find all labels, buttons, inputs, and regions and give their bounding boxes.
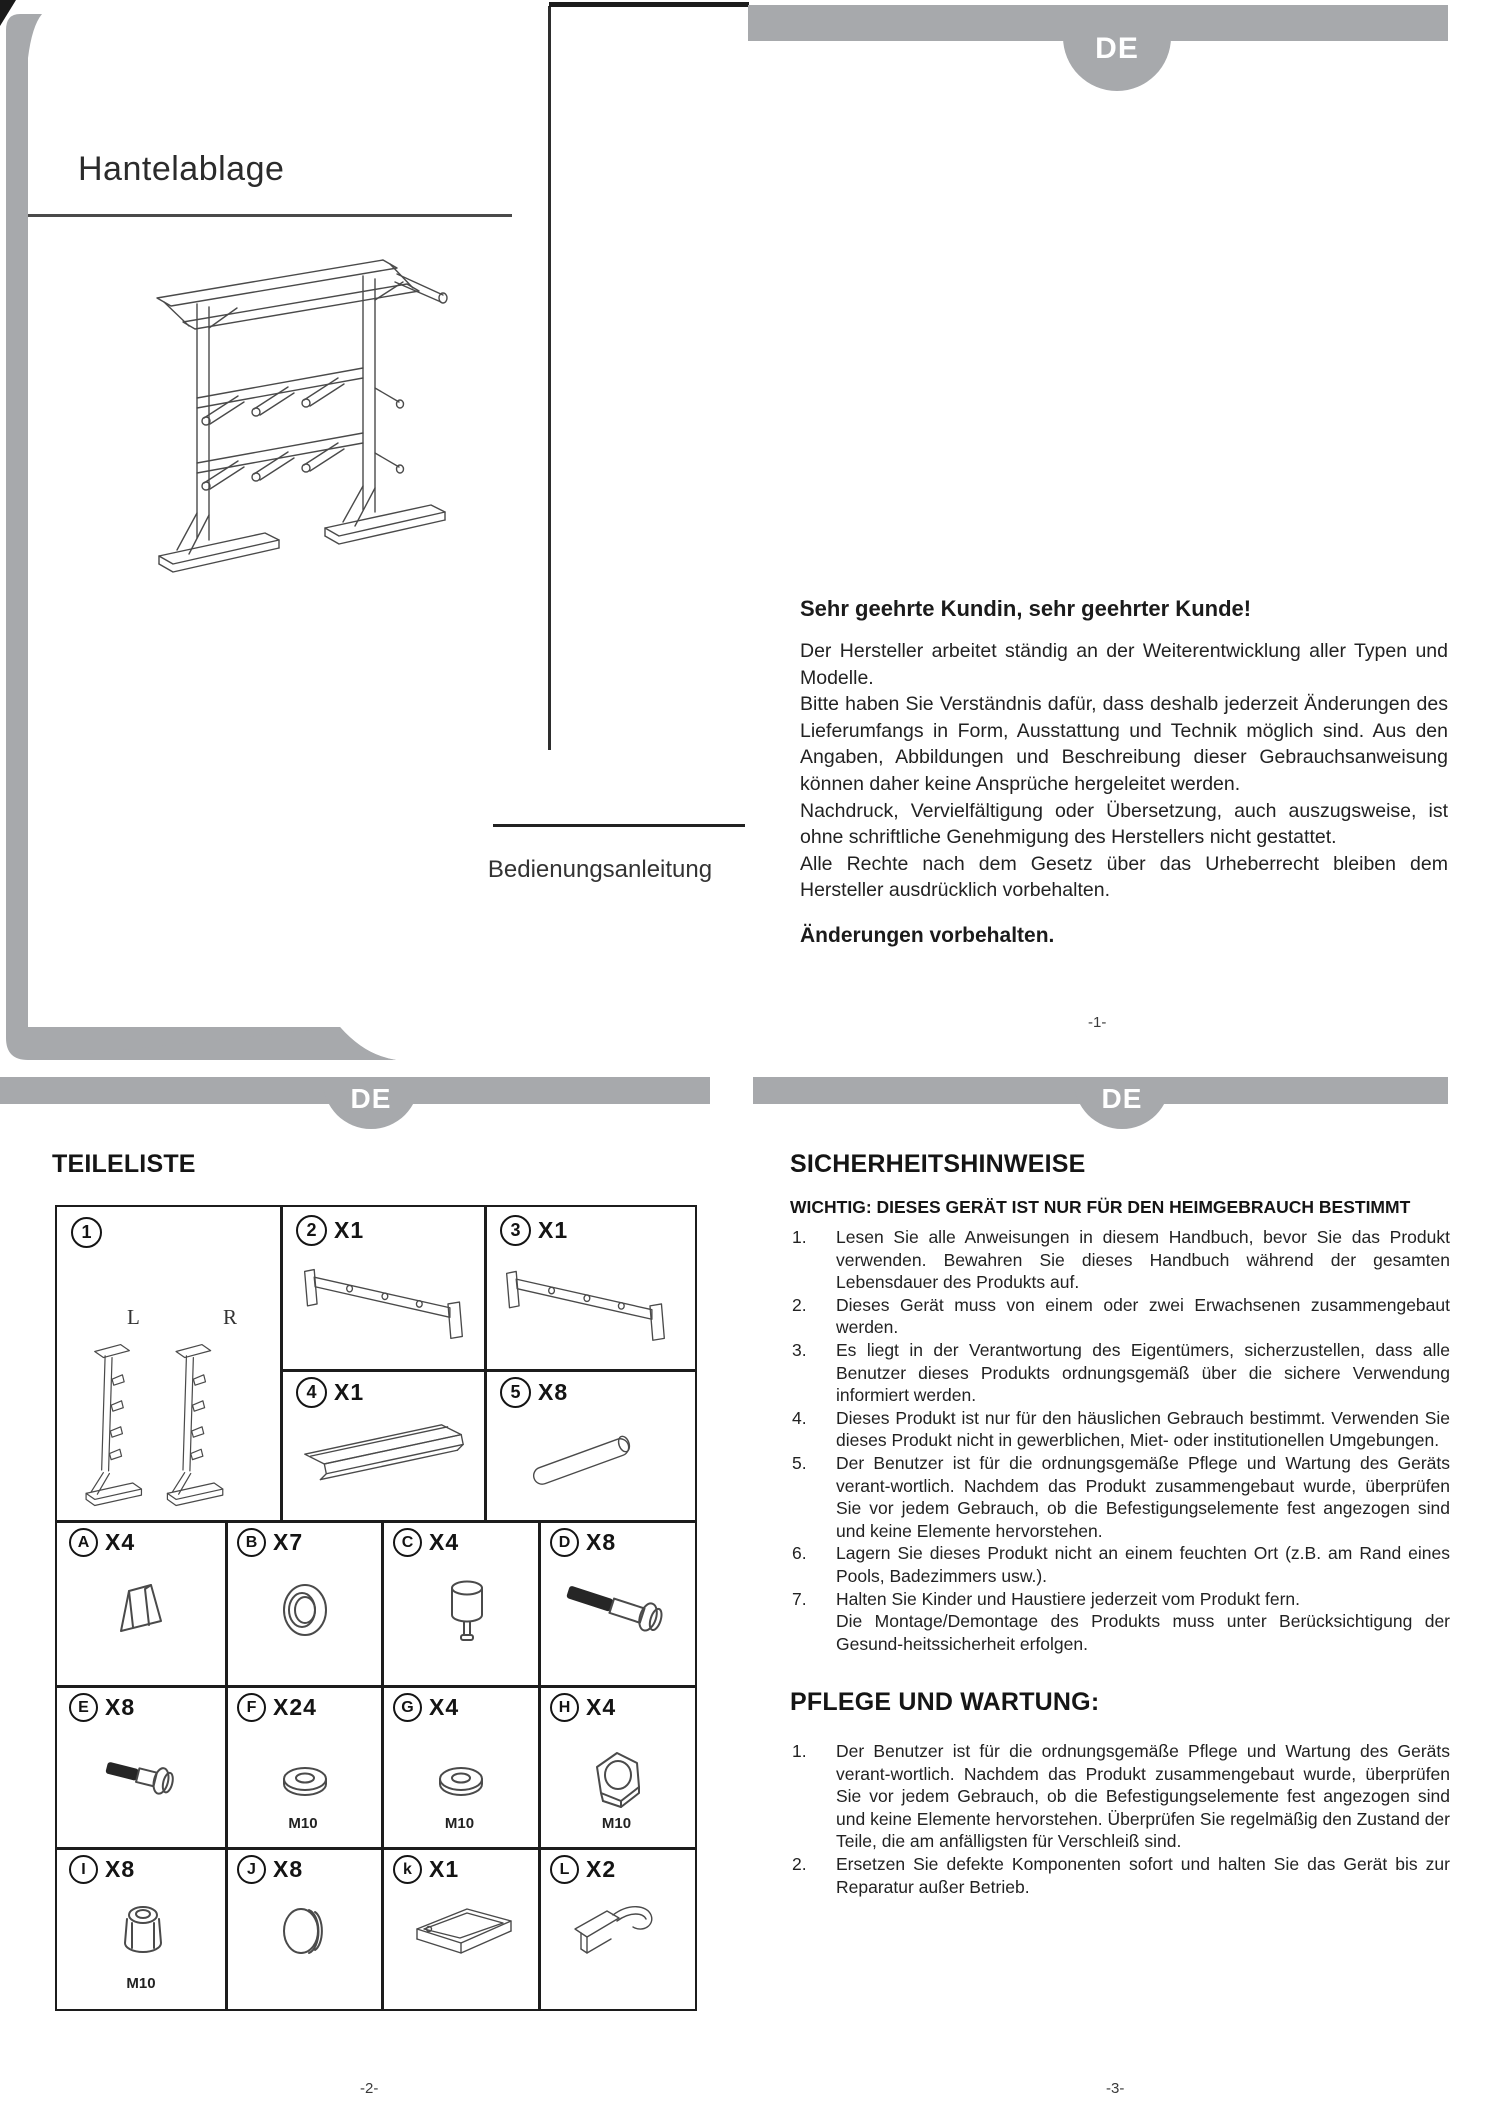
hex-nut-icon xyxy=(581,1745,653,1815)
washer-icon xyxy=(269,1757,341,1807)
part-row xyxy=(550,1855,616,1884)
table-grid-line xyxy=(538,1520,541,2009)
washer-icon xyxy=(425,1757,497,1807)
part-qty: X8 xyxy=(586,1529,617,1555)
safety-item-text: Der Benutzer ist für die ordnungsgemäße Pflege und Wartung des Geräts verant-wortlich. Nachdem das Produkt zusammengebaut wurde, überprüfen Sie vor jedem Gebrauch, ob die Befestigungselemente fest angezogen sind und keine Elemente hervorstehen. xyxy=(836,1452,1450,1541)
safety-item xyxy=(792,1407,1450,1452)
part-id-badge: H xyxy=(550,1693,579,1722)
parts-page-number: -2- xyxy=(360,2080,379,2097)
parts-lang-tab: DE xyxy=(323,1077,419,1129)
safety-item-text: Halten Sie Kinder und Haustiere jederzeit vom Produkt fern. xyxy=(836,1588,1300,1609)
cover-caption: Bedienungsanleitung xyxy=(487,856,713,883)
safety-item-number: 1. xyxy=(792,1227,807,1247)
table-grid-line xyxy=(225,1520,228,2009)
part-qty: X4 xyxy=(429,1694,460,1720)
care-item-text: Der Benutzer ist für die ordnungsgemäße Pflege und Wartung des Geräts verant-wortlich. Nachdem das Produkt zusammengebaut wurde, überprüfen Sie vor jedem Gebrauch, ob die Befestigungselemente fest angezogen sind und keine Elemente hervorstehen. Überprüfen Sie regelmäßig den Zustand der Teile, die am anfälligsten für Verschleiß sind. xyxy=(836,1741,1450,1852)
part-qty: X1 xyxy=(429,1856,460,1882)
part-row xyxy=(500,1215,568,1246)
part-qty: X7 xyxy=(273,1529,304,1555)
safety-item-number: 3. xyxy=(792,1339,807,1360)
part-qty: X8 xyxy=(105,1694,136,1720)
part-qty: X1 xyxy=(334,1379,365,1405)
table-grid-line xyxy=(57,1520,695,1523)
intro-paragraph: Der Hersteller arbeitet ständig an der Weiterentwicklung aller Typen und Modelle. xyxy=(800,640,1448,689)
frame-label-right: R xyxy=(223,1305,238,1329)
knob-pin-icon xyxy=(431,1573,503,1649)
part-id-badge: 5 xyxy=(500,1377,531,1408)
care-heading: PFLEGE UND WARTUNG: xyxy=(790,1688,1100,1716)
part-id-badge: C xyxy=(393,1528,422,1557)
safety-item-number: 5. xyxy=(792,1452,807,1473)
intro-page-top-edge xyxy=(549,2,749,7)
safety-important-line: WICHTIG: DIESES GERÄT IST NUR FÜR DEN HEIMGEBRAUCH BESTIMMT xyxy=(790,1197,1411,1217)
part-size: M10 xyxy=(126,1975,156,1992)
wedge-foot-icon xyxy=(105,1579,177,1643)
part-id-badge: G xyxy=(393,1693,422,1722)
safety-item-text: Lesen Sie alle Anweisungen in diesem Handbuch, bevor Sie das Produkt verwenden. Bewahren Sie dieses Handbuch während der gesamten Lebensdauer des Produkts auf. xyxy=(836,1227,1450,1293)
part-row xyxy=(550,1693,616,1722)
parts-table xyxy=(55,1205,697,2011)
page-divider-line xyxy=(548,6,551,750)
part-id-badge: 2 xyxy=(296,1215,327,1246)
lock-nut-icon xyxy=(105,1899,181,1969)
caption-overline xyxy=(493,824,745,827)
table-grid-line xyxy=(57,1685,695,1688)
table-grid-line xyxy=(57,1847,695,1850)
cover-title: Hantelablage xyxy=(78,150,285,188)
care-item xyxy=(792,1740,1450,1853)
parts-heading: TEILELISTE xyxy=(52,1150,196,1178)
intro-heading: Sehr geehrte Kundin, sehr geehrter Kunde! xyxy=(800,596,1252,621)
part-id-badge: 1 xyxy=(71,1217,102,1248)
safety-item-text: Lagern Sie dieses Produkt nicht an einem feuchten Ort (z.B. am Rand eines Pools, Badezimmers usw.). xyxy=(836,1543,1450,1586)
part-row xyxy=(69,1693,135,1722)
intro-page-number: -1- xyxy=(1088,1014,1107,1031)
safety-page-number: -3- xyxy=(1106,2080,1125,2097)
crossbar-icon xyxy=(499,1247,671,1359)
part-qty: X4 xyxy=(105,1529,136,1555)
frame-label-left: L xyxy=(127,1305,140,1329)
part-id-badge: D xyxy=(550,1528,579,1557)
cover-title-rule xyxy=(28,214,512,217)
part-qty: X4 xyxy=(586,1694,617,1720)
part-id-badge: E xyxy=(69,1693,98,1722)
part-row xyxy=(237,1693,317,1722)
hook-icon xyxy=(563,1897,673,1971)
intro-lang-tab: DE xyxy=(1063,5,1171,91)
safety-item xyxy=(792,1452,1450,1542)
long-bolt-icon xyxy=(557,1573,677,1653)
part-row xyxy=(296,1215,364,1246)
table-grid-line xyxy=(484,1207,487,1520)
part-id-badge: A xyxy=(69,1528,98,1557)
intro-paragraph: Alle Rechte nach dem Gesetz über das Urheberrecht bleiben dem Hersteller ausdrücklich vorbehalten. xyxy=(800,852,1448,902)
part-id-badge: F xyxy=(237,1693,266,1722)
care-item-number: 1. xyxy=(792,1741,807,1761)
part-row xyxy=(500,1377,568,1408)
part-row xyxy=(69,1528,135,1557)
part-qty: X1 xyxy=(538,1217,569,1243)
shelf-rail-icon xyxy=(295,1412,471,1512)
intro-notice: Änderungen vorbehalten. xyxy=(800,924,1055,947)
part-id-badge: 4 xyxy=(296,1377,327,1408)
safety-item-number: 6. xyxy=(792,1543,807,1564)
spacer-ring-icon xyxy=(269,1575,341,1645)
part-id-badge: B xyxy=(237,1528,266,1557)
part-row xyxy=(393,1855,459,1884)
dumbbell-rack-illustration-icon xyxy=(145,238,475,598)
safety-item-number: 7. xyxy=(792,1588,807,1609)
part-row xyxy=(237,1855,303,1884)
care-item-text: Ersetzen Sie defekte Komponenten sofort und halten Sie das Gerät bis zur Reparatur außer Betrieb. xyxy=(836,1853,1450,1897)
part-id-badge: L xyxy=(550,1855,579,1884)
part-size: M10 xyxy=(444,1815,475,1832)
table-grid-line xyxy=(381,1520,384,2009)
tray-icon xyxy=(405,1899,525,1969)
part-row xyxy=(550,1528,616,1557)
care-item-number: 2. xyxy=(792,1853,807,1874)
part-row xyxy=(393,1528,459,1557)
intro-paragraph: Nachdruck, Vervielfältigung oder Übersetzung, auch auszugsweise, ist ohne schriftliche Genehmigung des Herstellers nicht gestattet. xyxy=(800,799,1448,849)
part-qty: X8 xyxy=(538,1379,569,1405)
upright-pair-icon xyxy=(65,1329,275,1515)
part-id-badge: J xyxy=(237,1855,266,1884)
safety-item-text: Es liegt in der Verantwortung des Eigentümers, sicherzustellen, dass alle Benutzer dieses Produkts ordnungsgemäß über die sichere Verwendung informiert werden. xyxy=(836,1339,1450,1406)
part-qty: X4 xyxy=(429,1529,460,1555)
part-id-badge: 3 xyxy=(500,1215,531,1246)
part-row xyxy=(296,1377,364,1408)
care-item xyxy=(792,1853,1450,1898)
short-bolt-icon xyxy=(95,1747,195,1817)
safety-item xyxy=(792,1339,1450,1407)
peg-icon xyxy=(509,1417,659,1507)
crossbar-icon xyxy=(297,1247,469,1359)
safety-item-number: 2. xyxy=(792,1294,807,1315)
care-list xyxy=(792,1740,1450,1898)
safety-heading: SICHERHEITSHINWEISE xyxy=(790,1150,1086,1178)
part-qty: X24 xyxy=(273,1694,317,1720)
end-cap-icon xyxy=(269,1895,341,1969)
safety-item xyxy=(792,1226,1450,1294)
safety-item-number: 4. xyxy=(792,1407,807,1428)
part-size: M10 xyxy=(601,1815,632,1832)
table-grid-line xyxy=(280,1207,283,1520)
part-id-badge: k xyxy=(393,1855,422,1884)
part-row xyxy=(71,1217,109,1248)
safety-item-text: Dieses Gerät muss von einem oder zwei Erwachsenen zusammengebaut werden. xyxy=(836,1294,1450,1338)
safety-item xyxy=(792,1588,1450,1611)
part-qty: X2 xyxy=(586,1856,617,1882)
part-size: M10 xyxy=(288,1815,318,1832)
part-id-badge: I xyxy=(69,1855,98,1884)
intro-paragraphs xyxy=(800,638,1448,904)
safety-list xyxy=(792,1226,1450,1655)
safety-item7-note: Die Montage/Demontage des Produkts muss unter Berücksichtigung der Gesund-heitssicherheit erfolgen. xyxy=(836,1611,1450,1654)
part-qty: X1 xyxy=(334,1217,365,1243)
part-row xyxy=(237,1528,303,1557)
part-row xyxy=(69,1855,135,1884)
table-grid-line xyxy=(280,1369,695,1372)
safety-item xyxy=(792,1294,1450,1339)
safety-lang-tab: DE xyxy=(1074,1077,1170,1129)
intro-paragraph: Bitte haben Sie Verständnis dafür, dass deshalb jederzeit Änderungen des Lieferumfangs in Form, Ausstattung und Technik möglich sind. Aus den Angaben, Abbildungen und Beschreibung dieser Gebrauchsanweisung können daher keine Ansprüche hergeleitet werden. xyxy=(800,693,1448,795)
part-qty: X8 xyxy=(105,1856,136,1882)
part-row xyxy=(393,1693,459,1722)
safety-item xyxy=(792,1542,1450,1587)
part-qty: X8 xyxy=(273,1856,304,1882)
safety-item-text: Dieses Produkt ist nur für den häuslichen Gebrauch bestimmt. Verwenden Sie dieses Produkt nicht in gewerblichen, Miet- oder institutionellen Umgebungen. xyxy=(836,1407,1450,1451)
